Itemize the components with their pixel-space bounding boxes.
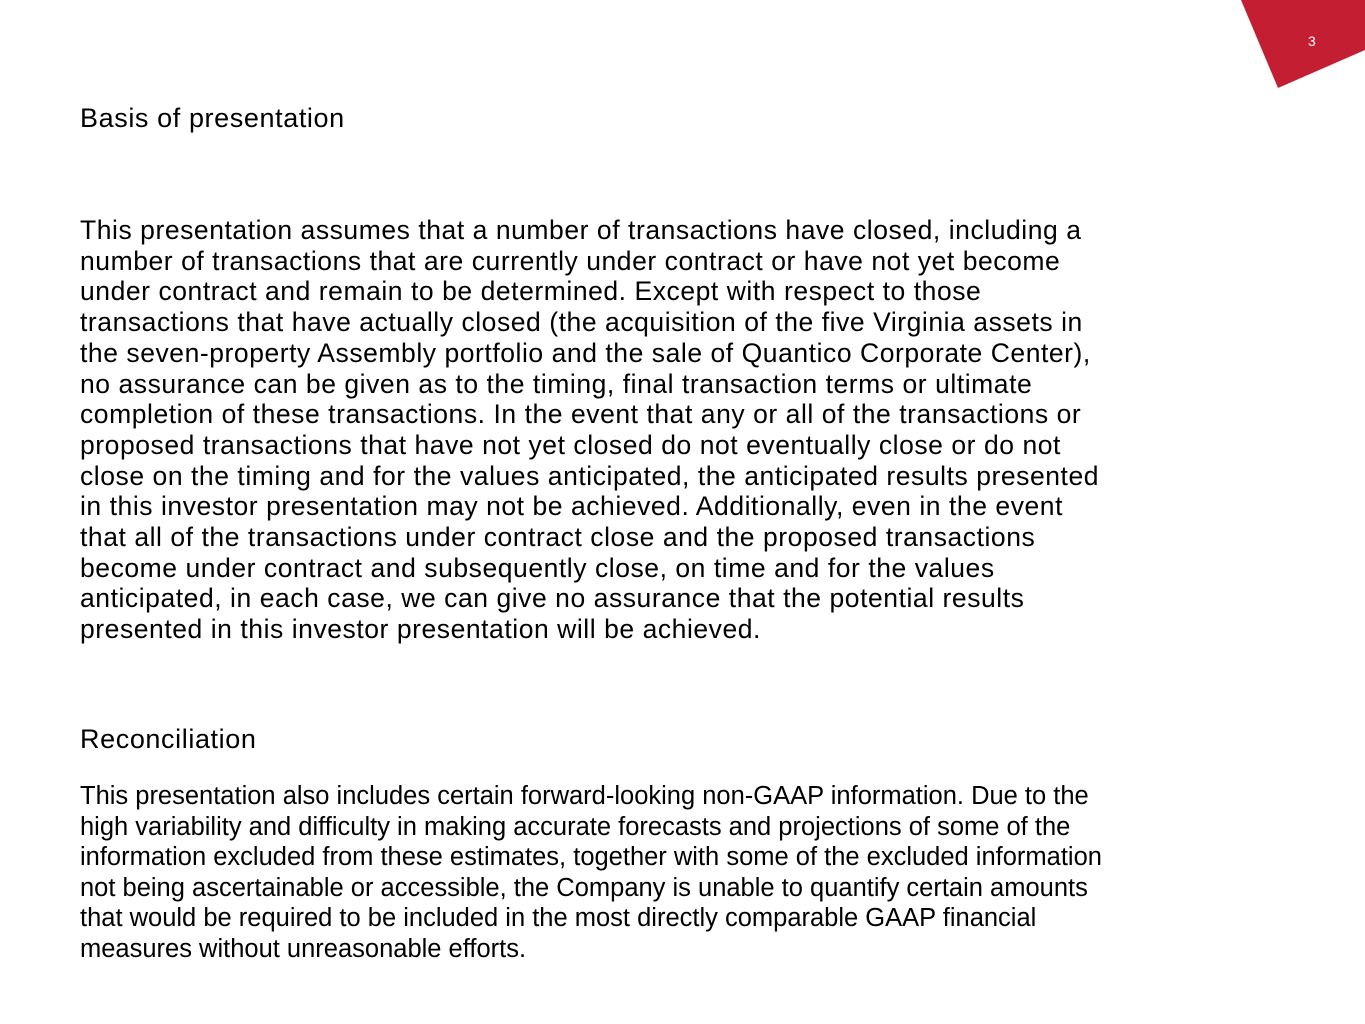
basis-line: close on the timing and for the values anticipated, the anticipated results presented xyxy=(80,460,1100,491)
basis-line: completion of these transactions. In the event that any or all of the transactions or xyxy=(80,399,1082,430)
basis-line: This presentation assumes that a number of transactions have closed, including a xyxy=(80,215,1082,245)
reconciliation-line: not being ascertainable or accessible, the Company is unable to quantify certain amounts xyxy=(80,873,1088,902)
reconciliation-heading: Reconciliation xyxy=(80,724,257,754)
basis-heading: Basis of presentation xyxy=(80,103,345,133)
basis-line: no assurance can be given as to the timing, final transaction terms or ultimate xyxy=(80,368,1033,399)
reconciliation-line: that would be required to be included in the most directly comparable GAAP financial xyxy=(80,904,1037,933)
basis-line: presented in this investor presentation will be achieved. xyxy=(80,614,761,645)
basis-line: proposed transactions that have not yet closed do not eventually close or do not xyxy=(80,429,1061,460)
reconciliation-line: This presentation also includes certain forward-looking non-GAAP information. Due to the xyxy=(80,782,1089,810)
basis-line: transactions that have actually closed (the acquisition of the five Virginia assets in xyxy=(80,307,1083,338)
page-number: 3 xyxy=(1308,33,1316,49)
basis-line: that all of the transactions under contract close and the proposed transactions xyxy=(80,522,1036,553)
page-corner-tab xyxy=(1241,0,1365,88)
basis-line: anticipated, in each case, we can give no assurance that the potential results xyxy=(80,583,1025,614)
basis-paragraph xyxy=(80,215,1099,645)
reconciliation-paragraph xyxy=(80,781,1102,965)
reconciliation-line: high variability and difficulty in making accurate forecasts and projections of some of the xyxy=(80,812,1071,841)
basis-line: under contract and remain to be determined. Except with respect to those xyxy=(80,276,982,307)
basis-line: become under contract and subsequently close, on time and for the values xyxy=(80,552,995,583)
basis-line: number of transactions that are currently under contract or have not yet become xyxy=(80,245,1061,276)
basis-line: in this investor presentation may not be achieved. Additionally, even in the event xyxy=(80,491,1063,522)
reconciliation-line: information excluded from these estimates, together with some of the excluded information xyxy=(80,843,1102,872)
reconciliation-line: measures without unreasonable efforts. xyxy=(80,934,527,963)
corner-tab-shape xyxy=(1241,0,1365,88)
basis-line: the seven-property Assembly portfolio and the sale of Quantico Corporate Center), xyxy=(80,337,1091,368)
